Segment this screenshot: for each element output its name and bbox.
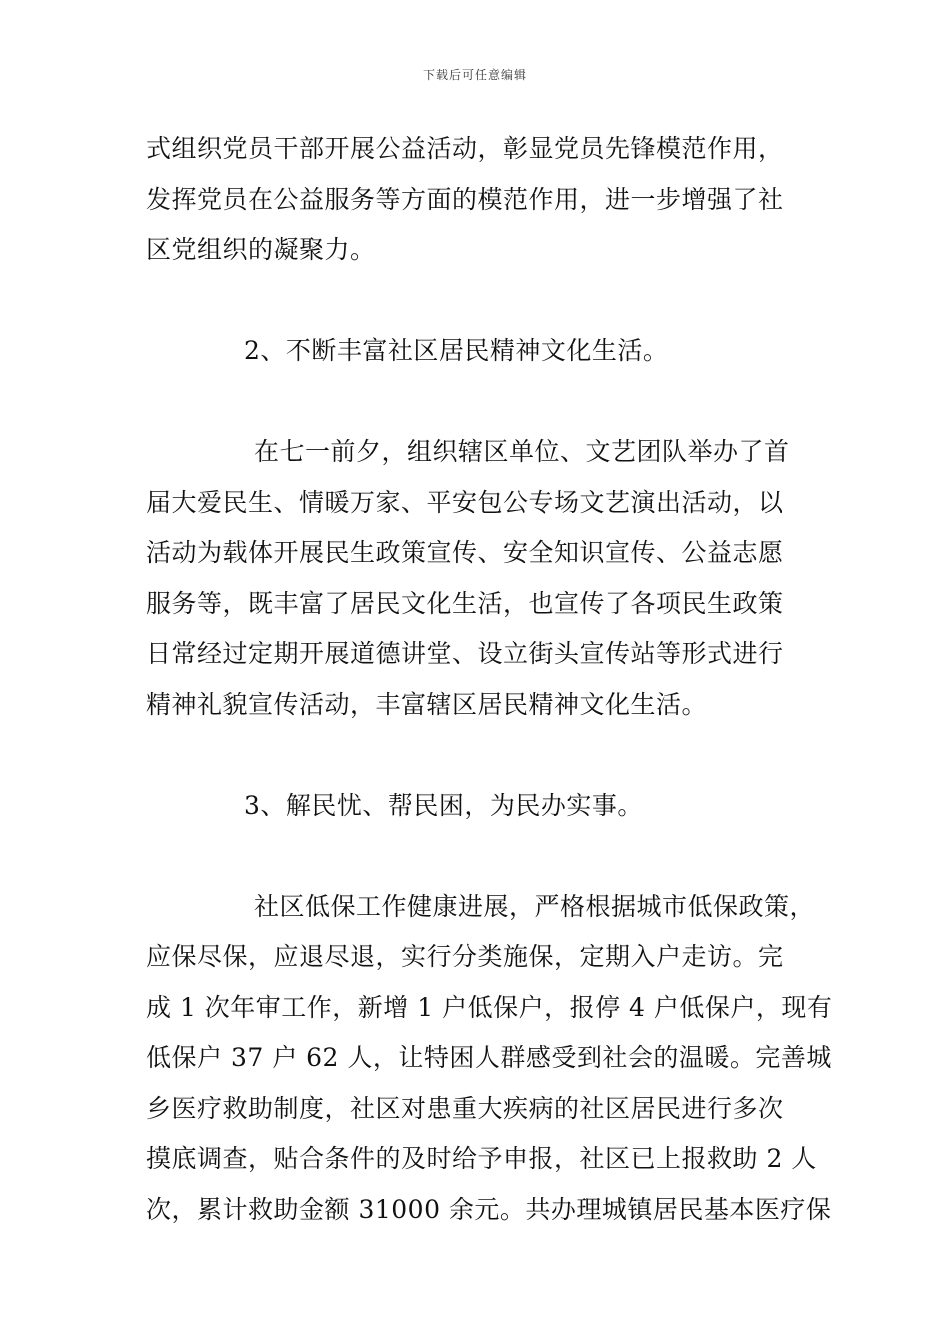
paragraph-gap [146,276,810,327]
header-note: 下载后可任意编辑 [422,68,527,82]
body-line: 精神礼貌宣传活动，丰富辖区居民精神文化生活。 [146,689,708,719]
body-line: 成 1 次年审工作，新增 1 户低保户，报停 4 户低保户，现有 [146,992,833,1022]
body-line: 乡医疗救助制度，社区对患重大疾病的社区居民进行多次 [146,1093,784,1123]
body-line: 区党组织的凝聚力。 [146,235,376,264]
paragraph-first-line: 社区低保工作健康进展，严格根据城市低保政策， [254,891,816,921]
section-heading: 2、不断丰富社区居民精神文化生活。 [244,336,669,365]
paragraph-gap [146,377,810,428]
paragraph-first-line: 在七一前夕，组织辖区单位、文艺团队举办了首 [254,437,790,466]
body-line: 摸底调查，贴合条件的及时给予申报，社区已上报救助 2 人 [146,1144,817,1173]
document-body [146,124,833,1235]
body-line: 次，累计救助金额 31000 余元。共办理城镇居民基本医疗保 [146,1194,832,1224]
body-line: 应保尽保，应退尽退，实行分类施保，定期入户走访。完 [146,942,784,971]
body-line: 届大爱民生、情暖万家、平安包公专场文艺演出活动，以 [146,487,784,517]
body-line: 发挥党员在公益服务等方面的模范作用，进一步增强了社 [146,184,784,214]
paragraph-gap [146,831,810,882]
paragraph-gap [146,730,810,781]
body-line: 低保户 37 户 62 人，让特困人群感受到社会的温暖。完善城 [146,1043,832,1072]
section-heading: 3、解民忧、帮民困，为民办实事。 [244,790,643,820]
body-line: 服务等，既丰富了居民文化生活，也宣传了各项民生政策 [146,588,784,618]
body-line: 日常经过定期开展道德讲堂、设立街头宣传站等形式进行 [146,639,784,668]
body-line: 活动为载体开展民生政策宣传、安全知识宣传、公益志愿 [146,538,784,567]
body-line: 式组织党员干部开展公益活动，彰显党员先锋模范作用， [146,134,784,163]
